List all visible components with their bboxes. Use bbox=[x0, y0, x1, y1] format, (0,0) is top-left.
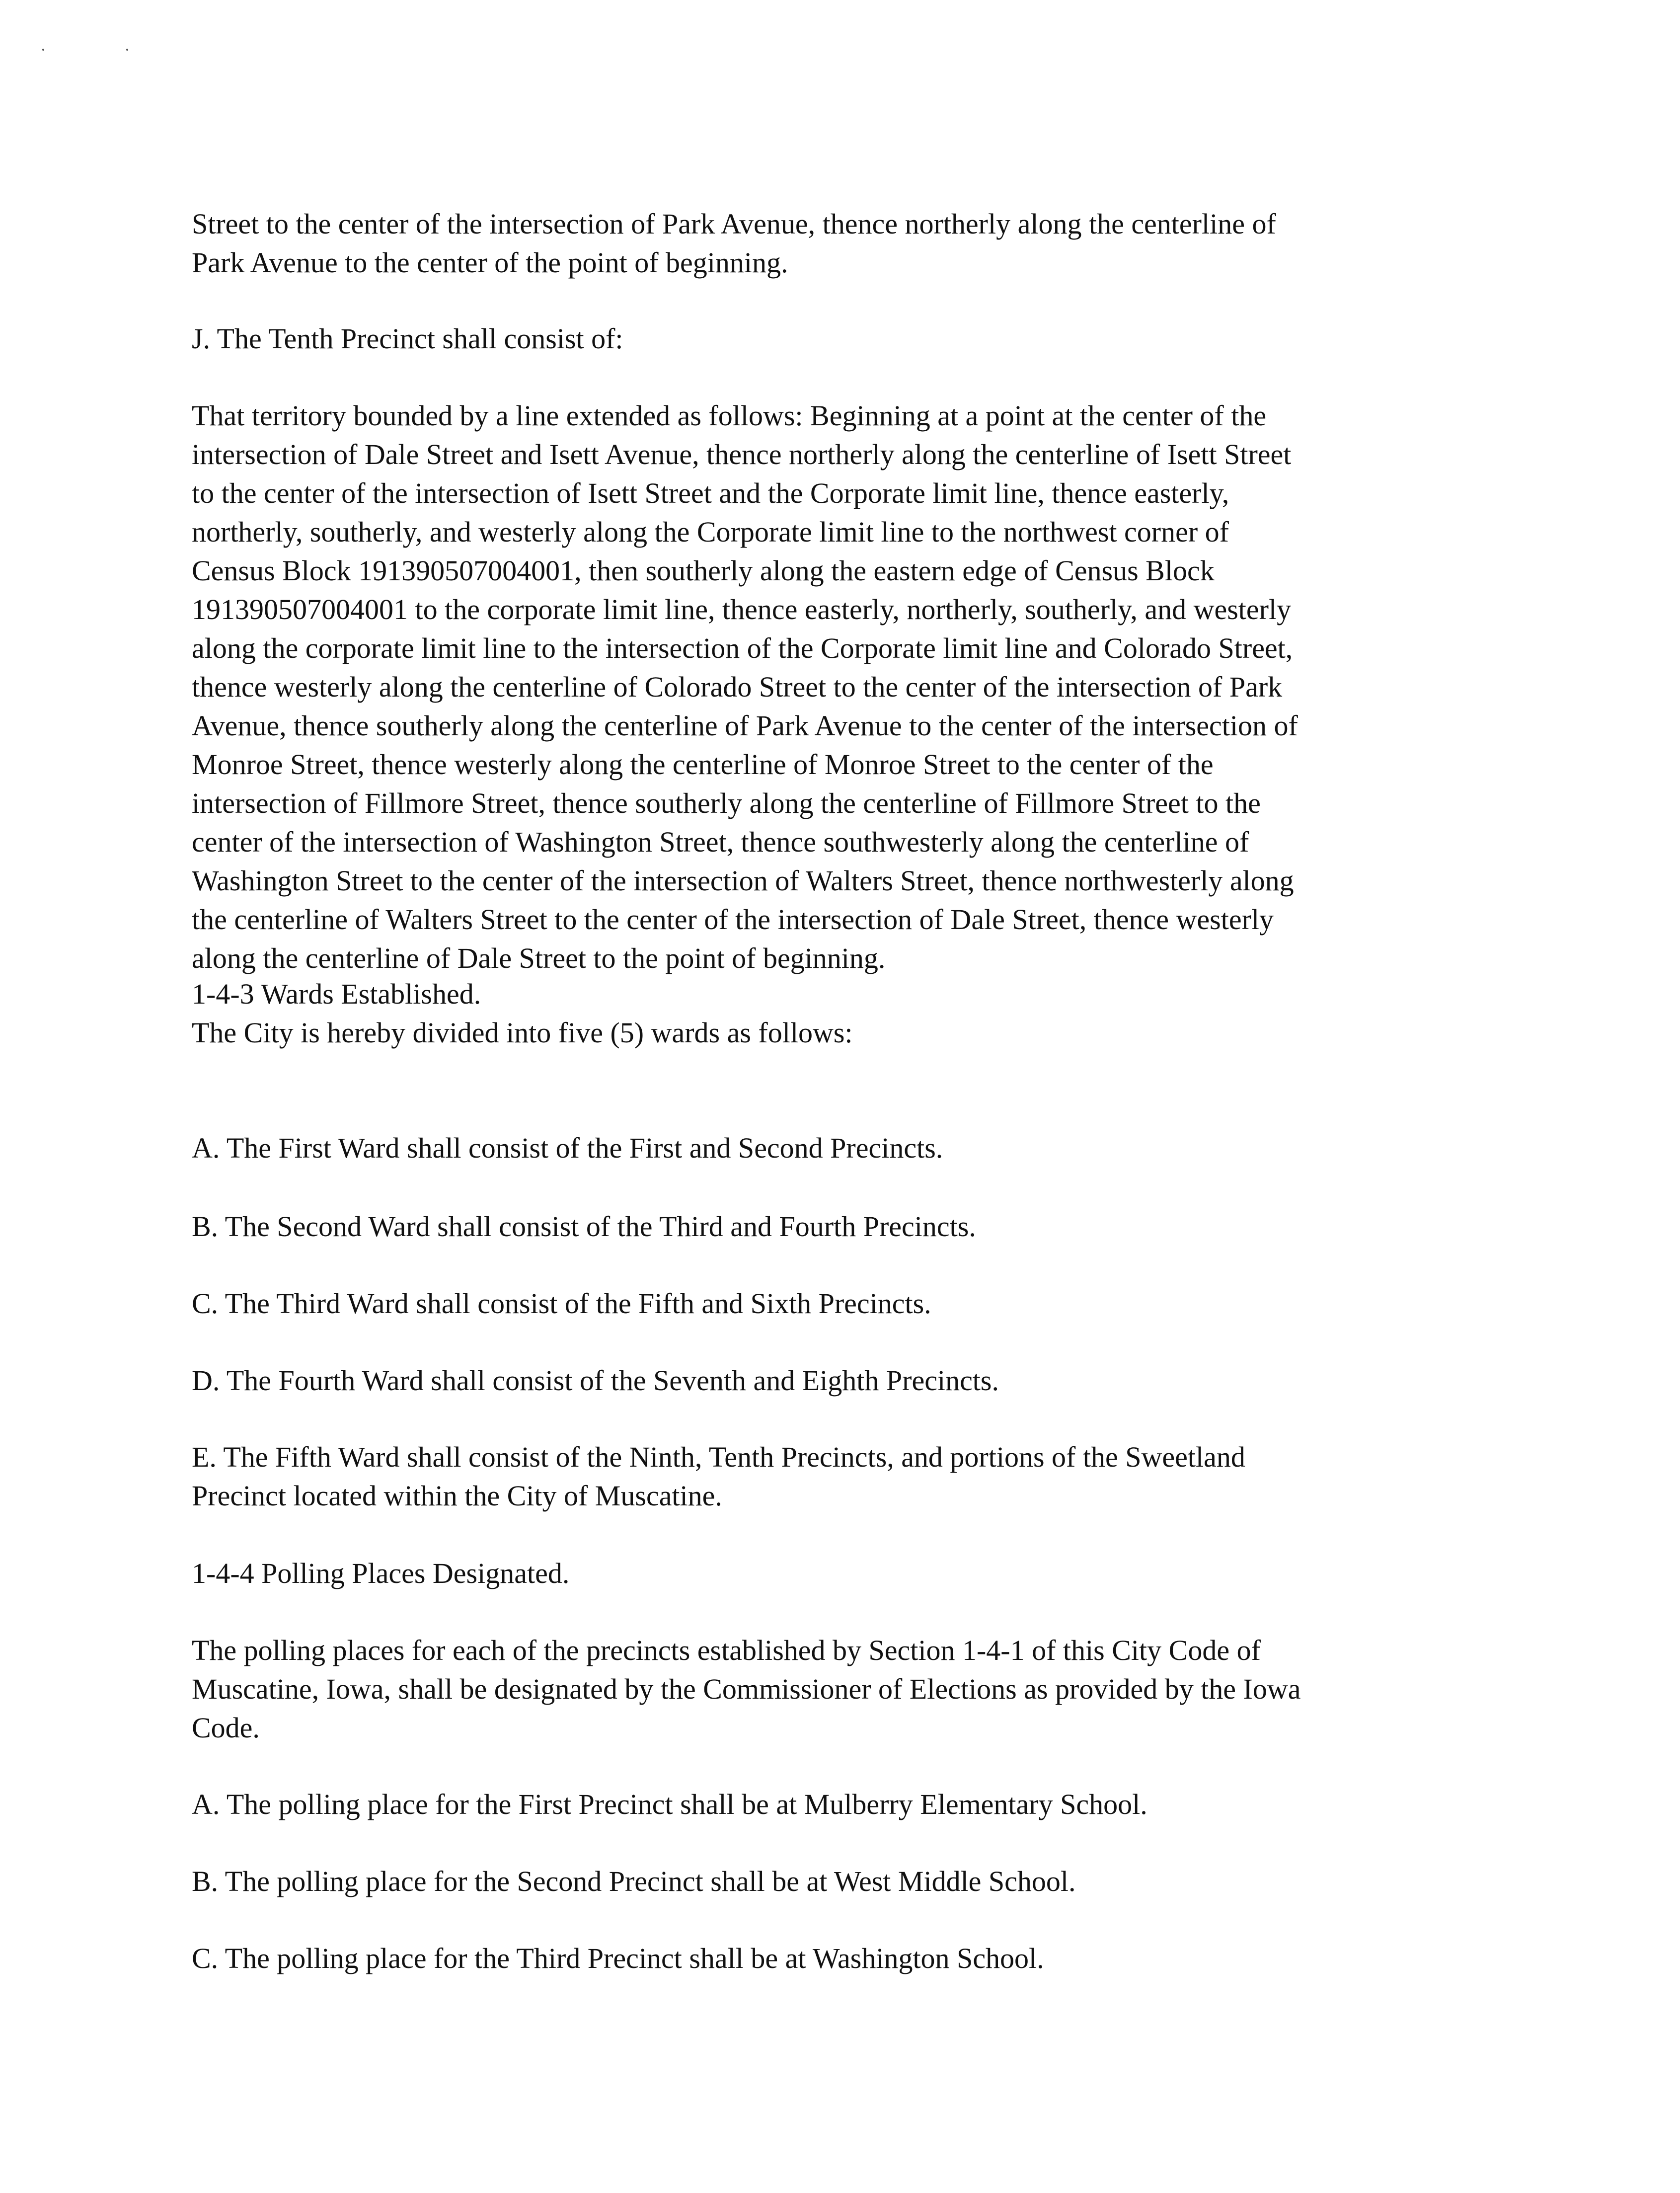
text-line: E. The Fifth Ward shall consist of the Ninth, Tenth Precincts, and portions of the Sweetland bbox=[192, 1441, 1245, 1473]
polling-c bbox=[192, 1939, 1044, 1978]
text-line: the centerline of Walters Street to the center of the intersection of Dale Street, thence westerly bbox=[192, 903, 1274, 936]
text-line: Washington Street to the center of the intersection of Walters Street, thence northwesterly along bbox=[192, 864, 1294, 897]
text-line: thence westerly along the centerline of Colorado Street to the center of the intersection of Park bbox=[192, 671, 1283, 703]
ward-a bbox=[192, 1129, 943, 1168]
text-line: That territory bounded by a line extended as follows: Beginning at a point at the center of the bbox=[192, 399, 1267, 432]
text-line: J. The Tenth Precinct shall consist of: bbox=[192, 322, 623, 355]
text-line: A. The First Ward shall consist of the First and Second Precincts. bbox=[192, 1132, 943, 1164]
text-line: D. The Fourth Ward shall consist of the Seventh and Eighth Precincts. bbox=[192, 1364, 999, 1397]
text-line: 1-4-4 Polling Places Designated. bbox=[192, 1557, 570, 1589]
text-line: along the corporate limit line to the intersection of the Corporate limit line and Colorado Street, bbox=[192, 632, 1293, 664]
text-line: center of the intersection of Washington Street, thence southwesterly along the centerline of bbox=[192, 826, 1249, 858]
scan-speck bbox=[126, 49, 128, 51]
polling-intro bbox=[192, 1631, 1301, 1747]
polling-b bbox=[192, 1862, 1076, 1901]
section-1-4-4 bbox=[192, 1554, 569, 1593]
text-line: Park Avenue to the center of the point of beginning. bbox=[192, 246, 788, 279]
tenth-precinct-description bbox=[192, 396, 1298, 978]
text-line: Avenue, thence southerly along the centerline of Park Avenue to the center of the intersection of bbox=[192, 709, 1298, 742]
text-line: intersection of Dale Street and Isett Avenue, thence northerly along the centerline of Isett Street bbox=[192, 438, 1292, 470]
text-line: Code. bbox=[192, 1712, 260, 1744]
ward-d bbox=[192, 1361, 999, 1400]
polling-a bbox=[192, 1785, 1147, 1824]
text-line: along the centerline of Dale Street to the point of beginning. bbox=[192, 942, 886, 974]
text-line: The polling places for each of the precincts established by Section 1-4-1 of this City Code of bbox=[192, 1634, 1261, 1666]
text-line: Monroe Street, thence westerly along the centerline of Monroe Street to the center of the bbox=[192, 748, 1214, 781]
text-line: intersection of Fillmore Street, thence southerly along the centerline of Fillmore Street to the bbox=[192, 787, 1261, 819]
section-1-4-3 bbox=[192, 975, 853, 1052]
continuation-paragraph bbox=[192, 205, 1276, 282]
text-line: Street to the center of the intersection of Park Avenue, thence northerly along the centerline of bbox=[192, 208, 1276, 240]
text-line: B. The Second Ward shall consist of the Third and Fourth Precincts. bbox=[192, 1210, 976, 1243]
text-line: C. The polling place for the Third Precinct shall be at Washington School. bbox=[192, 1942, 1044, 1974]
text-line: 191390507004001 to the corporate limit line, thence easterly, northerly, southerly, and westerly bbox=[192, 593, 1292, 626]
scan-speck bbox=[42, 49, 44, 51]
ward-b bbox=[192, 1207, 976, 1246]
text-line: A. The polling place for the First Precinct shall be at Mulberry Elementary School. bbox=[192, 1788, 1147, 1820]
text-line: northerly, southerly, and westerly along the Corporate limit line to the northwest corner of bbox=[192, 516, 1229, 548]
text-line: Precinct located within the City of Muscatine. bbox=[192, 1480, 722, 1512]
text-line: B. The polling place for the Second Precinct shall be at West Middle School. bbox=[192, 1865, 1076, 1897]
text-line: C. The Third Ward shall consist of the Fifth and Sixth Precincts. bbox=[192, 1287, 931, 1320]
text-line: to the center of the intersection of Isett Street and the Corporate limit line, thence easterly, bbox=[192, 477, 1229, 509]
text-line: The City is hereby divided into five (5) wards as follows: bbox=[192, 1017, 853, 1049]
text-line: 1-4-3 Wards Established. bbox=[192, 978, 481, 1010]
ward-c bbox=[192, 1284, 931, 1323]
text-line: Census Block 191390507004001, then southerly along the eastern edge of Census Block bbox=[192, 554, 1215, 587]
text-line: Muscatine, Iowa, shall be designated by the Commissioner of Elections as provided by the Iowa bbox=[192, 1673, 1301, 1705]
tenth-precinct-heading bbox=[192, 319, 623, 358]
ward-e bbox=[192, 1438, 1245, 1515]
